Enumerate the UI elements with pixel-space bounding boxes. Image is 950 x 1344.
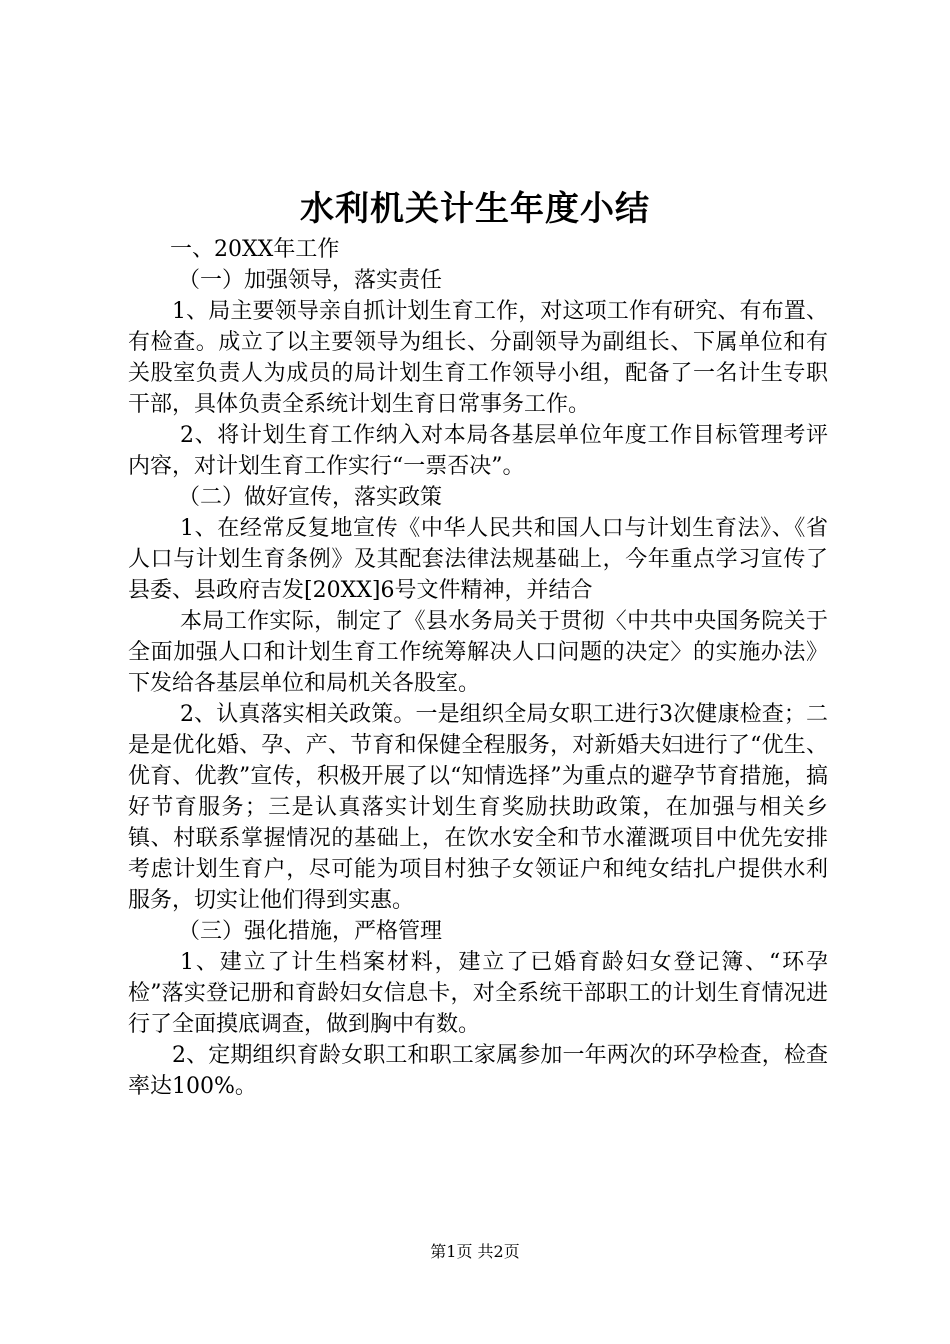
subsection-heading-leadership: （一）加强领导，落实责任: [178, 268, 443, 293]
paragraph: 1、建立了计生档案材料，建立了已婚育龄妇女登记簿、“环孕检”落实登记册和育龄妇女信息卡，对全系统干部职工的计划生育情况进行了全面摸底调查，做到胸中有数。: [128, 950, 828, 1037]
paragraph: 本局工作实际，制定了《县水务局关于贯彻〈中共中央国务院关于全面加强人口和计划生育工作统筹解决人口问题的决定〉的实施办法》下发给各基层单位和局机关各股室。: [128, 609, 828, 696]
document-body: [128, 234, 828, 1102]
document-title: 水利机关计生年度小结: [300, 189, 650, 229]
subsection-heading-measures: （三）强化措施，严格管理: [178, 919, 443, 944]
page-indicator: 第1页 共2页: [430, 1242, 520, 1261]
paragraph: 1、局主要领导亲自抓计划生育工作，对这项工作有研究、有布置、有检查。成立了以主要领导为组长、分副领导为副组长、下属单位和有关股室负责人为成员的局计划生育工作领导小组，配备了一名计生专职干部，具体负责全系统计划生育日常事务工作。: [128, 299, 828, 417]
subsection-heading-publicity: （二）做好宣传，落实政策: [178, 485, 443, 510]
section-heading-work: 一、20XX年工作: [170, 237, 340, 262]
paragraph: 2、定期组织育龄女职工和职工家属参加一年两次的环孕检查，检查率达100%。: [128, 1043, 828, 1099]
paragraph: 2、认真落实相关政策。一是组织全局女职工进行3次健康检查；二是是优化婚、孕、产、节育和保健全程服务，对新婚夫妇进行了“优生、优育、优教”宣传，积极开展了以“知情选择”为重点的避孕节育措施，搞好节育服务；三是认真落实计划生育奖励扶助政策，在加强与相关乡镇、村联系掌握情况的基础上，在饮水安全和节水灌溉项目中优先安排考虑计划生育户，尽可能为项目村独子女领证户和纯女结扎户提供水利服务，切实让他们得到实惠。: [128, 702, 828, 913]
paragraph: 1、在经常反复地宣传《中华人民共和国人口与计划生育法》、《省人口与计划生育条例》及其配套法律法规基础上，今年重点学习宣传了县委、县政府吉发[20XX]6号文件精神，并结合: [128, 516, 828, 603]
paragraph: 2、将计划生育工作纳入对本局各基层单位年度工作目标管理考评内容，对计划生育工作实行“一票否决”。: [128, 423, 828, 479]
